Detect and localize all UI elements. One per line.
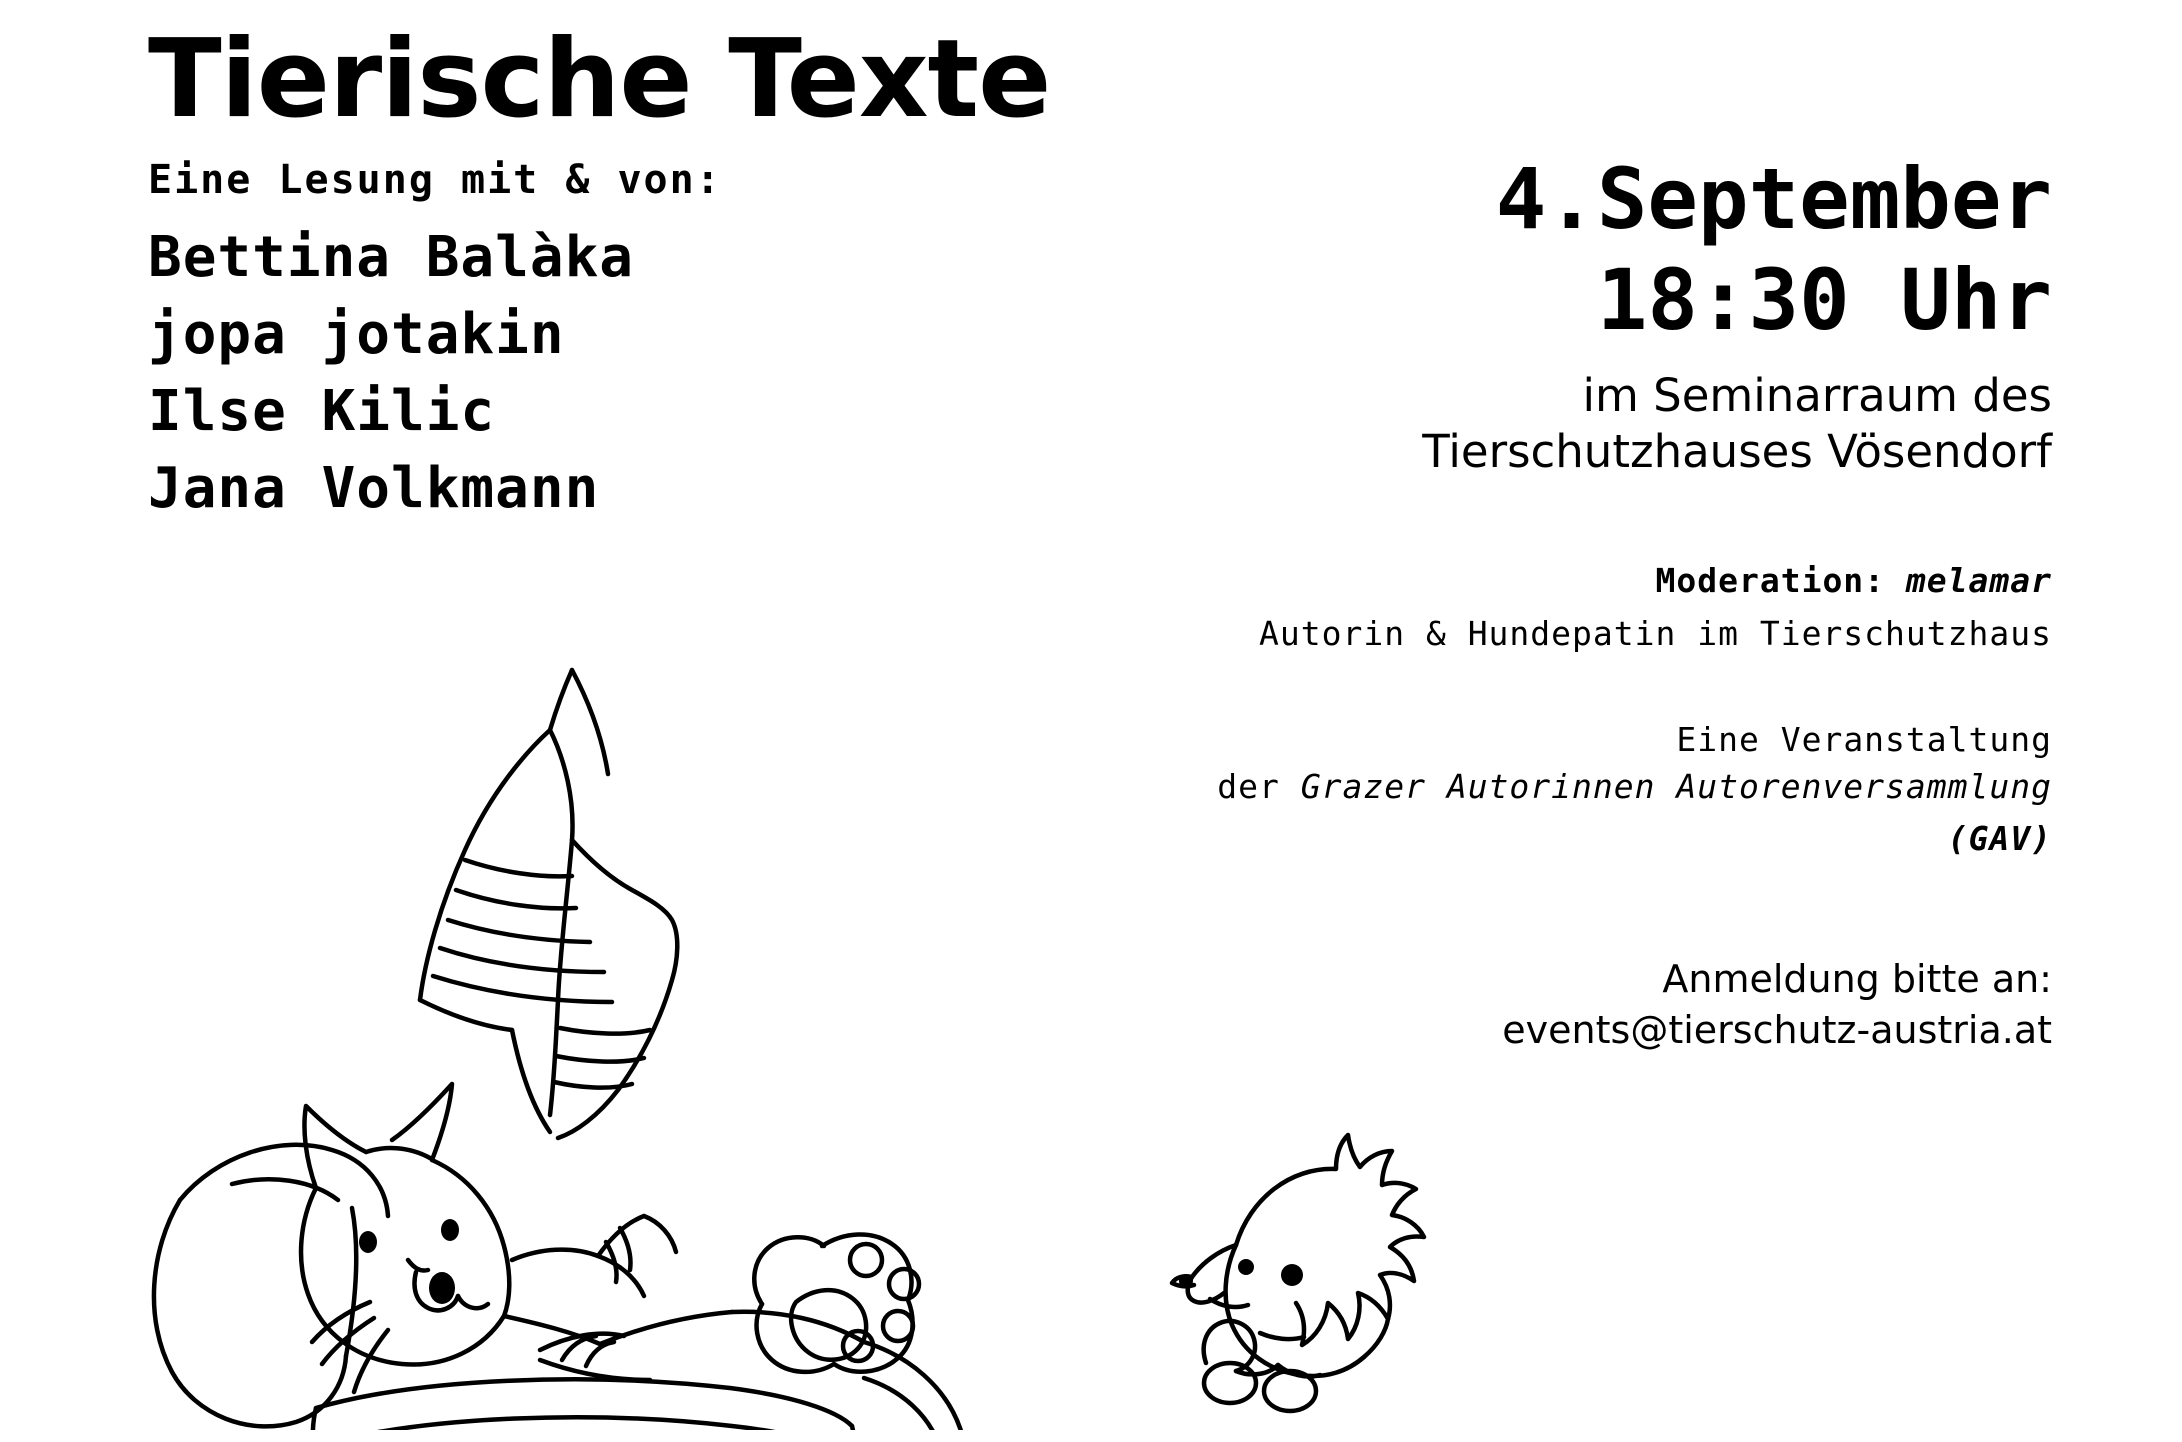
page-title: Tierische Texte (148, 17, 1051, 142)
organizer-line-2 (1092, 763, 2052, 811)
event-date: 4.September (1495, 150, 2052, 248)
organizer-name: Grazer Autorinnen Autorenversammlung (1300, 767, 2052, 807)
list-item: Ilse Kilic (148, 379, 496, 445)
poster-right-column (1092, 150, 2052, 1056)
cat-reading-paper-in-basket-icon (120, 560, 1040, 1430)
poster-left-column (148, 17, 1208, 528)
signup-block (1092, 954, 2052, 1056)
moderation-name: melamar (1905, 560, 2052, 600)
list-item: Bettina Balàka (148, 224, 635, 290)
moderation-line (1092, 558, 2052, 605)
signup-email[interactable]: events@tierschutz-austria.at (1502, 1007, 2052, 1052)
event-venue (1092, 368, 2052, 480)
list-item: Jana Volkmann (148, 456, 600, 522)
venue-line-2: Tierschutzhauses Vösendorf (1422, 425, 2052, 479)
list-item: jopa jotakin (148, 301, 565, 367)
organizer-abbreviation: (GAV) (1947, 818, 2052, 858)
hedgehog-icon (1140, 1095, 1440, 1425)
signup-label: Anmeldung bitte an: (1662, 957, 2052, 1002)
venue-line-1: im Seminarraum des (1582, 369, 2052, 423)
organizer-prefix: der (1217, 767, 1280, 807)
moderation-label: Moderation: (1655, 560, 1886, 600)
moderation-block (1092, 558, 2052, 658)
reading-label: Eine Lesung mit & von: (148, 156, 722, 203)
author-list (148, 219, 1208, 528)
event-time: 18:30 Uhr (1596, 251, 2052, 350)
moderation-subtitle: Autorin & Hundepatin im Tierschutzhaus (1259, 613, 2052, 653)
organizer-line-1: Eine Veranstaltung (1676, 719, 2052, 759)
organizer-block (1092, 716, 2052, 863)
